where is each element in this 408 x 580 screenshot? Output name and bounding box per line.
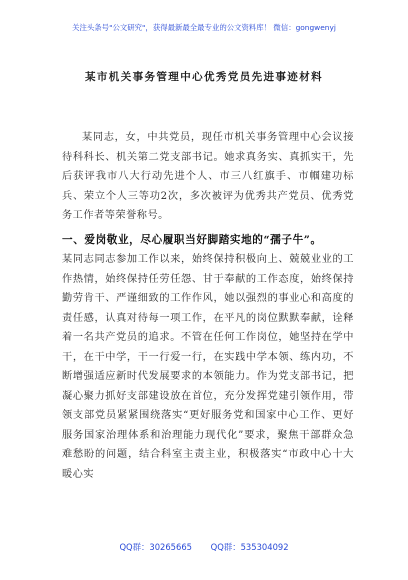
- intro-paragraph: 某同志，女，中共党员，现任市机关事务管理中心会议接待科科长、机关第二党支部书记。她求真务实、真抓实干，先后获评我市八大行动先进个人、市三八红旗手、市帼建功标兵、荣立个人三等功2次，多次被评为优秀共产党员、优秀党务工作者等荣誉称号。: [62, 132, 354, 221]
- promo-banner[interactable]: 关注头条号"公文研究"，获得最新最全最专业的公文资料库！ 微信：gongwenyj: [72, 23, 336, 32]
- section-paragraph: 某同志同志参加工作以来，始终保持积极向上、兢兢业业的工作热情，始终保持任劳任怨、甘于奉献的工作态度，始终保持勤劳肯干、严谨细致的工作作风，她以强烈的事业心和高度的责任感，认真对待每一项工作，在平凡的岗位默默奉献，诠释着一名共产党员的追求。不管在任何工作岗位，她坚持在学中干，在干中学，干一行爱一行，在实践中学本领、练内功，不断增强适应新时代发展要求的本领能力。作为党支部书记，把凝心聚力抓好支部建设放在首位，充分发挥党建引领作用，带领支部党员紧紧围绕落实“更好服务党和国家中心工作、更好服务国家治理体系和治理能力现代化”要求，聚焦干部群众急难愁盼的问题，结合科室主责主业，积极落实“市政中心十大暖心实: [62, 254, 354, 480]
- footer-contact: [0, 541, 408, 553]
- document-title: 某市机关事务管理中心优秀党员先进事迹材料: [85, 71, 323, 83]
- qq-group-link-1[interactable]: QQ群：30265665: [119, 542, 192, 552]
- qq-group-link-2[interactable]: QQ群：535304092: [210, 542, 289, 552]
- section-heading: 一、爱岗敬业，尽心履职当好脚踏实地的“孺子牛”。: [62, 234, 322, 246]
